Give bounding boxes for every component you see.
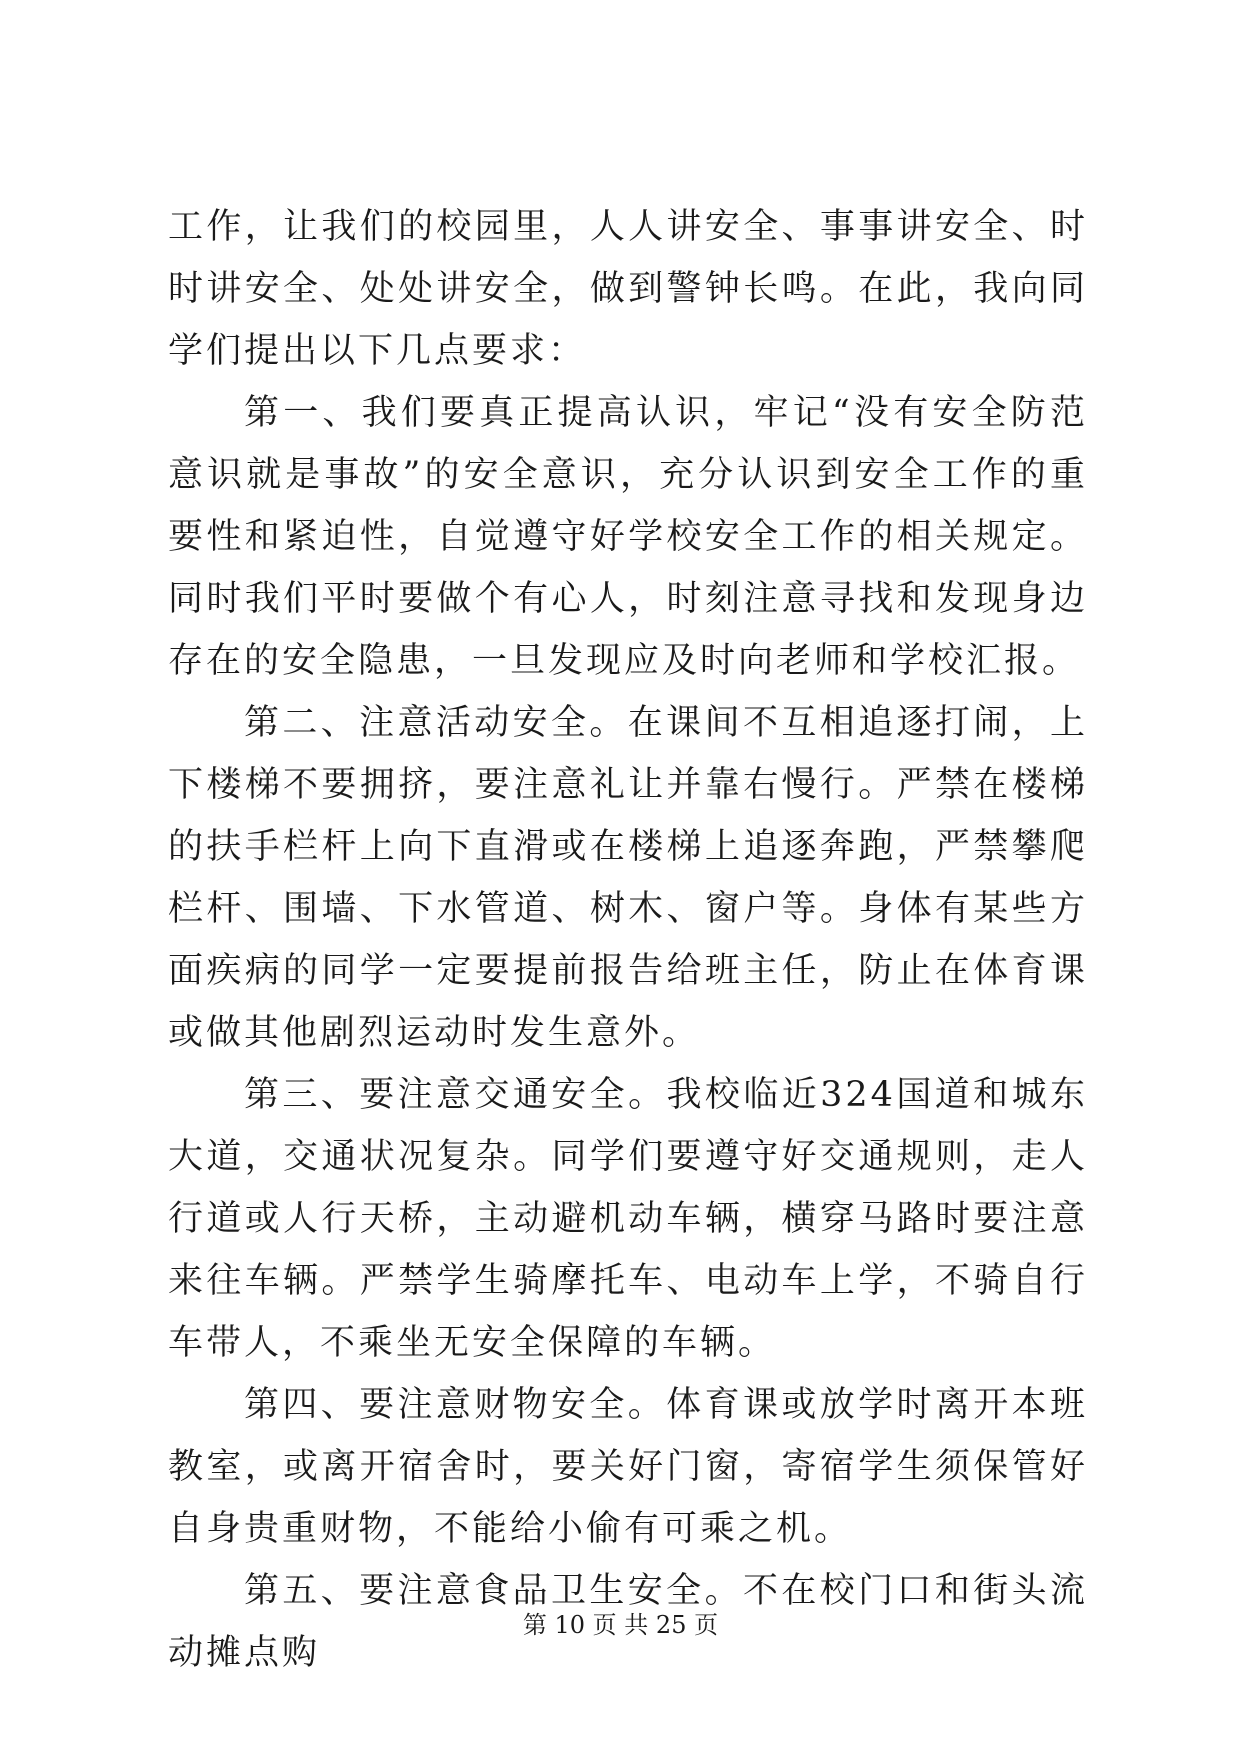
paragraph-continuation: 工作，让我们的校园里，人人讲安全、事事讲安全、时时讲安全、处处讲安全，做到警钟长鸣。在此，我向同学们提出以下几点要求：	[168, 207, 1088, 371]
paragraph-fifth-point: 第五、要注意食品卫生安全。不在校门口和街头流动摊点购	[168, 1571, 1088, 1673]
page-number-footer: 第 10 页 共 25 页	[522, 1611, 719, 1639]
paragraph-first-point: 第一、我们要真正提高认识，牢记“没有安全防范意识就是事故”的安全意识，充分认识到安全工作的重要性和紧迫性，自觉遵守好学校安全工作的相关规定。同时我们平时要做个有心人，时刻注意寻找和发现身边存在的安全隐患，一旦发现应及时向老师和学校汇报。	[168, 393, 1088, 681]
paragraph-third-point: 第三、要注意交通安全。我校临近324国道和城东大道，交通状况复杂。同学们要遵守好交通规则，走人行道或人行天桥，主动避机动车辆，横穿马路时要注意来往车辆。严禁学生骑摩托车、电动车上学，不骑自行车带人，不乘坐无安全保障的车辆。	[168, 1075, 1088, 1363]
document-body	[168, 196, 1088, 1684]
paragraph-second-point: 第二、注意活动安全。在课间不互相追逐打闹，上下楼梯不要拥挤，要注意礼让并靠右慢行。严禁在楼梯的扶手栏杆上向下直滑或在楼梯上追逐奔跑，严禁攀爬栏杆、围墙、下水管道、树木、窗户等。身体有某些方面疾病的同学一定要提前报告给班主任，防止在体育课或做其他剧烈运动时发生意外。	[168, 703, 1088, 1053]
paragraph-fourth-point: 第四、要注意财物安全。体育课或放学时离开本班教室，或离开宿舍时，要关好门窗，寄宿学生须保管好自身贵重财物，不能给小偷有可乘之机。	[168, 1385, 1088, 1549]
